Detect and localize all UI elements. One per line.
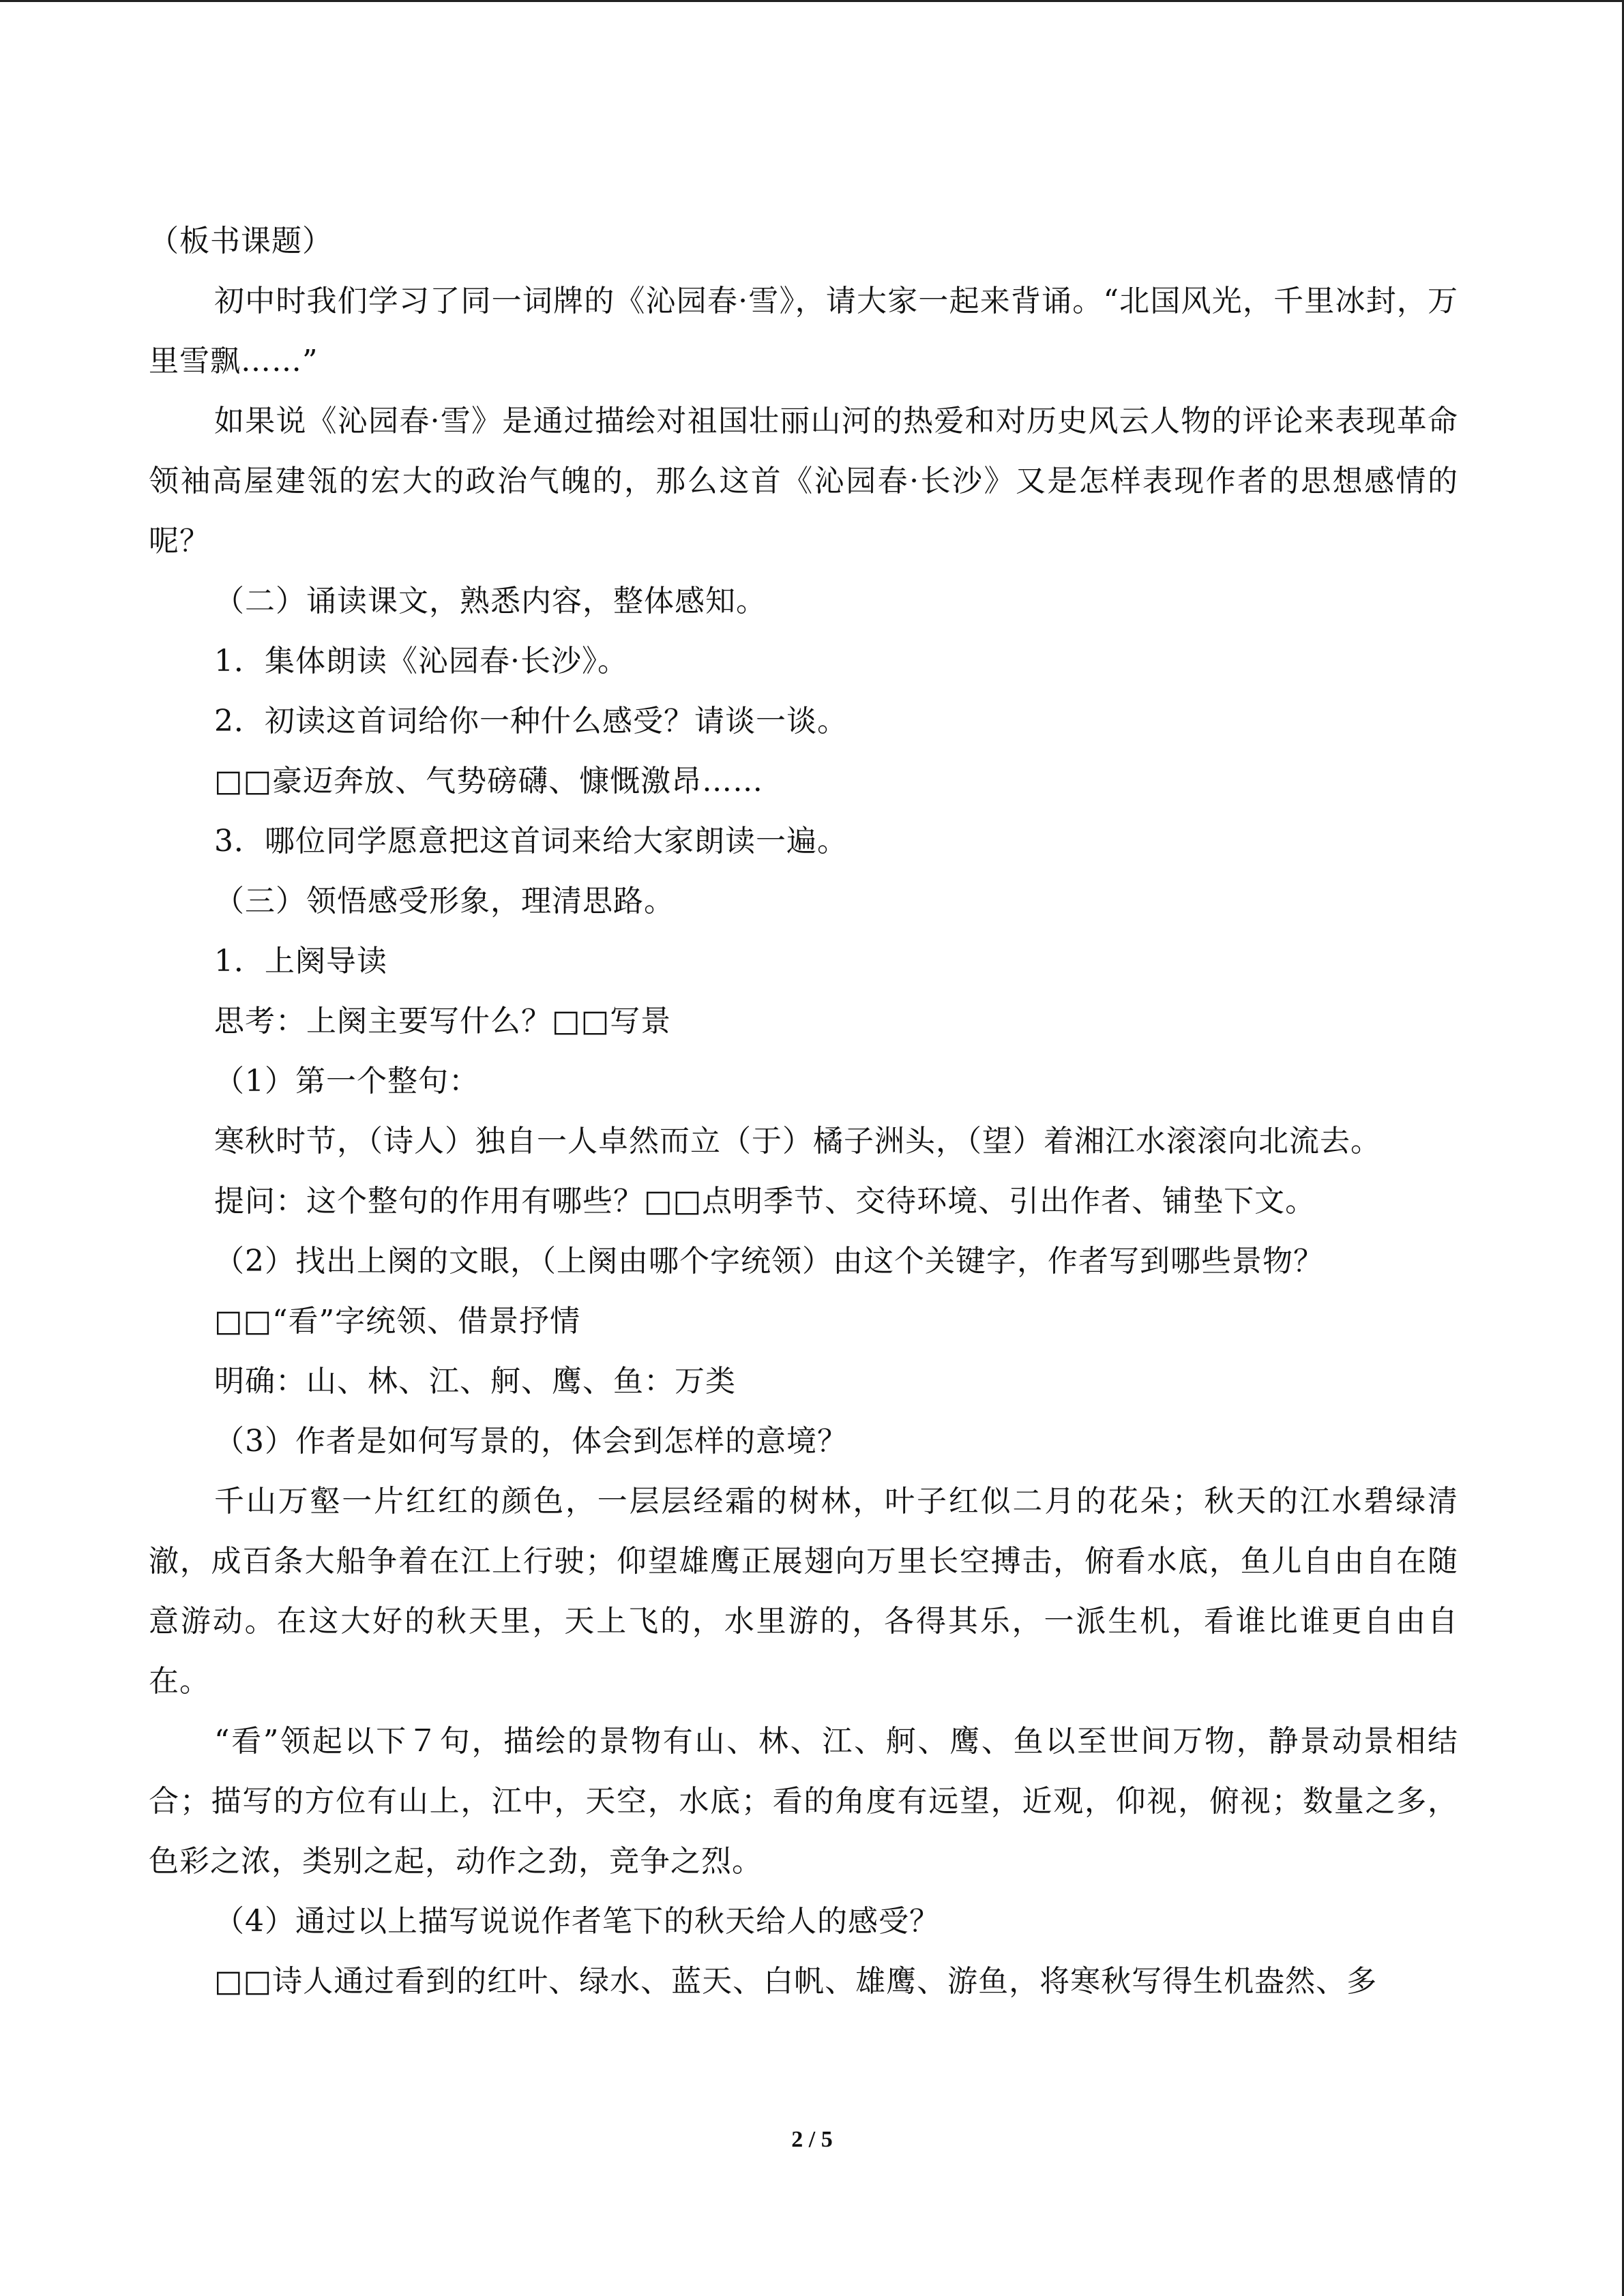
subsection-heading-1: 1．上阕导读 (214, 944, 387, 979)
sub-item-4: （4）通过以上描写说说作者笔下的秋天给人的感受？ (214, 1904, 940, 1939)
paragraph-scenery: 千山万壑一片红红的颜色，一层层经霜的树林，叶子红似二月的花朵；秋天的江水碧绿清澈，成百条大船争着在江上行驶；仰望雄鹰正展翅向万里长空搏击，俯看水底，鱼儿自由自在随意游动。在这大好的秋天里，天上飞的，水里游的，各得其乐，一派生机，看谁比谁更自由自在。 (149, 1484, 1458, 1699)
paragraph-intro: 初中时我们学习了同一词牌的《沁园春·雪》，请大家一起来背诵。“北国风光，千里冰封，万里雪飘……” (149, 284, 1458, 378)
list-item-3: 3．哪位同学愿意把这首词来给大家朗读一遍。 (214, 824, 848, 859)
section-heading-3: （三）领悟感受形象，理清思路。 (214, 884, 675, 919)
answer-line-3: □□诗人通过看到的红叶、绿水、蓝天、白帆、雄鹰、游鱼，将寒秋写得生机盎然、多 (214, 1964, 1378, 1999)
sub-item-3: （3）作者是如何写景的，体会到怎样的意境？ (214, 1424, 848, 1459)
list-item-1: 1．集体朗读《沁园春·长沙》。 (214, 644, 628, 679)
paragraph-first-sentence: 寒秋时节，（诗人）独自一人卓然而立（于）橘子洲头，（望）着湘江水滚滚向北流去。 (214, 1124, 1381, 1159)
paragraph-board-title: （板书课题） (149, 224, 333, 258)
answer-line-1: □□豪迈奔放、气势磅礴、慷慨激昂…… (214, 764, 764, 799)
sub-item-1: （1）第一个整句： (214, 1064, 479, 1099)
paragraph-comparison: 如果说《沁园春·雪》是通过描绘对祖国壮丽山河的热爱和对历史风云人物的评论来表现革命领袖高屋建瓴的宏大的政治气魄的，那么这首《沁园春·长沙》又是怎样表现作者的思想感情的呢？ (149, 404, 1458, 558)
document-body (149, 211, 1458, 2012)
page-number: 2 / 5 (791, 2127, 833, 2152)
answer-line-2: □□“看”字统领、借景抒情 (214, 1304, 581, 1339)
section-heading-2: （二）诵读课文，熟悉内容，整体感知。 (214, 584, 767, 618)
question-line: 思考：上阕主要写什么？□□写景 (214, 1004, 672, 1039)
clarification-line: 明确：山、林、江、舸、鹰、鱼：万类 (214, 1364, 736, 1399)
question-function: 提问：这个整句的作用有哪些？□□点明季节、交待环境、引出作者、铺垫下文。 (214, 1184, 1316, 1219)
list-item-2: 2．初读这首词给你一种什么感受？请谈一谈。 (214, 704, 848, 739)
sub-item-2: （2）找出上阕的文眼，（上阕由哪个字统领）由这个关键字，作者写到哪些景物？ (214, 1244, 1324, 1279)
paragraph-analysis: “看”领起以下７句，描绘的景物有山、林、江、舸、鹰、鱼以至世间万物，静景动景相结合；描写的方位有山上，江中，天空，水底；看的角度有远望，近观，仰视，俯视；数量之多，色彩之浓，类别之起，动作之劲，竞争之烈。 (149, 1724, 1458, 1879)
